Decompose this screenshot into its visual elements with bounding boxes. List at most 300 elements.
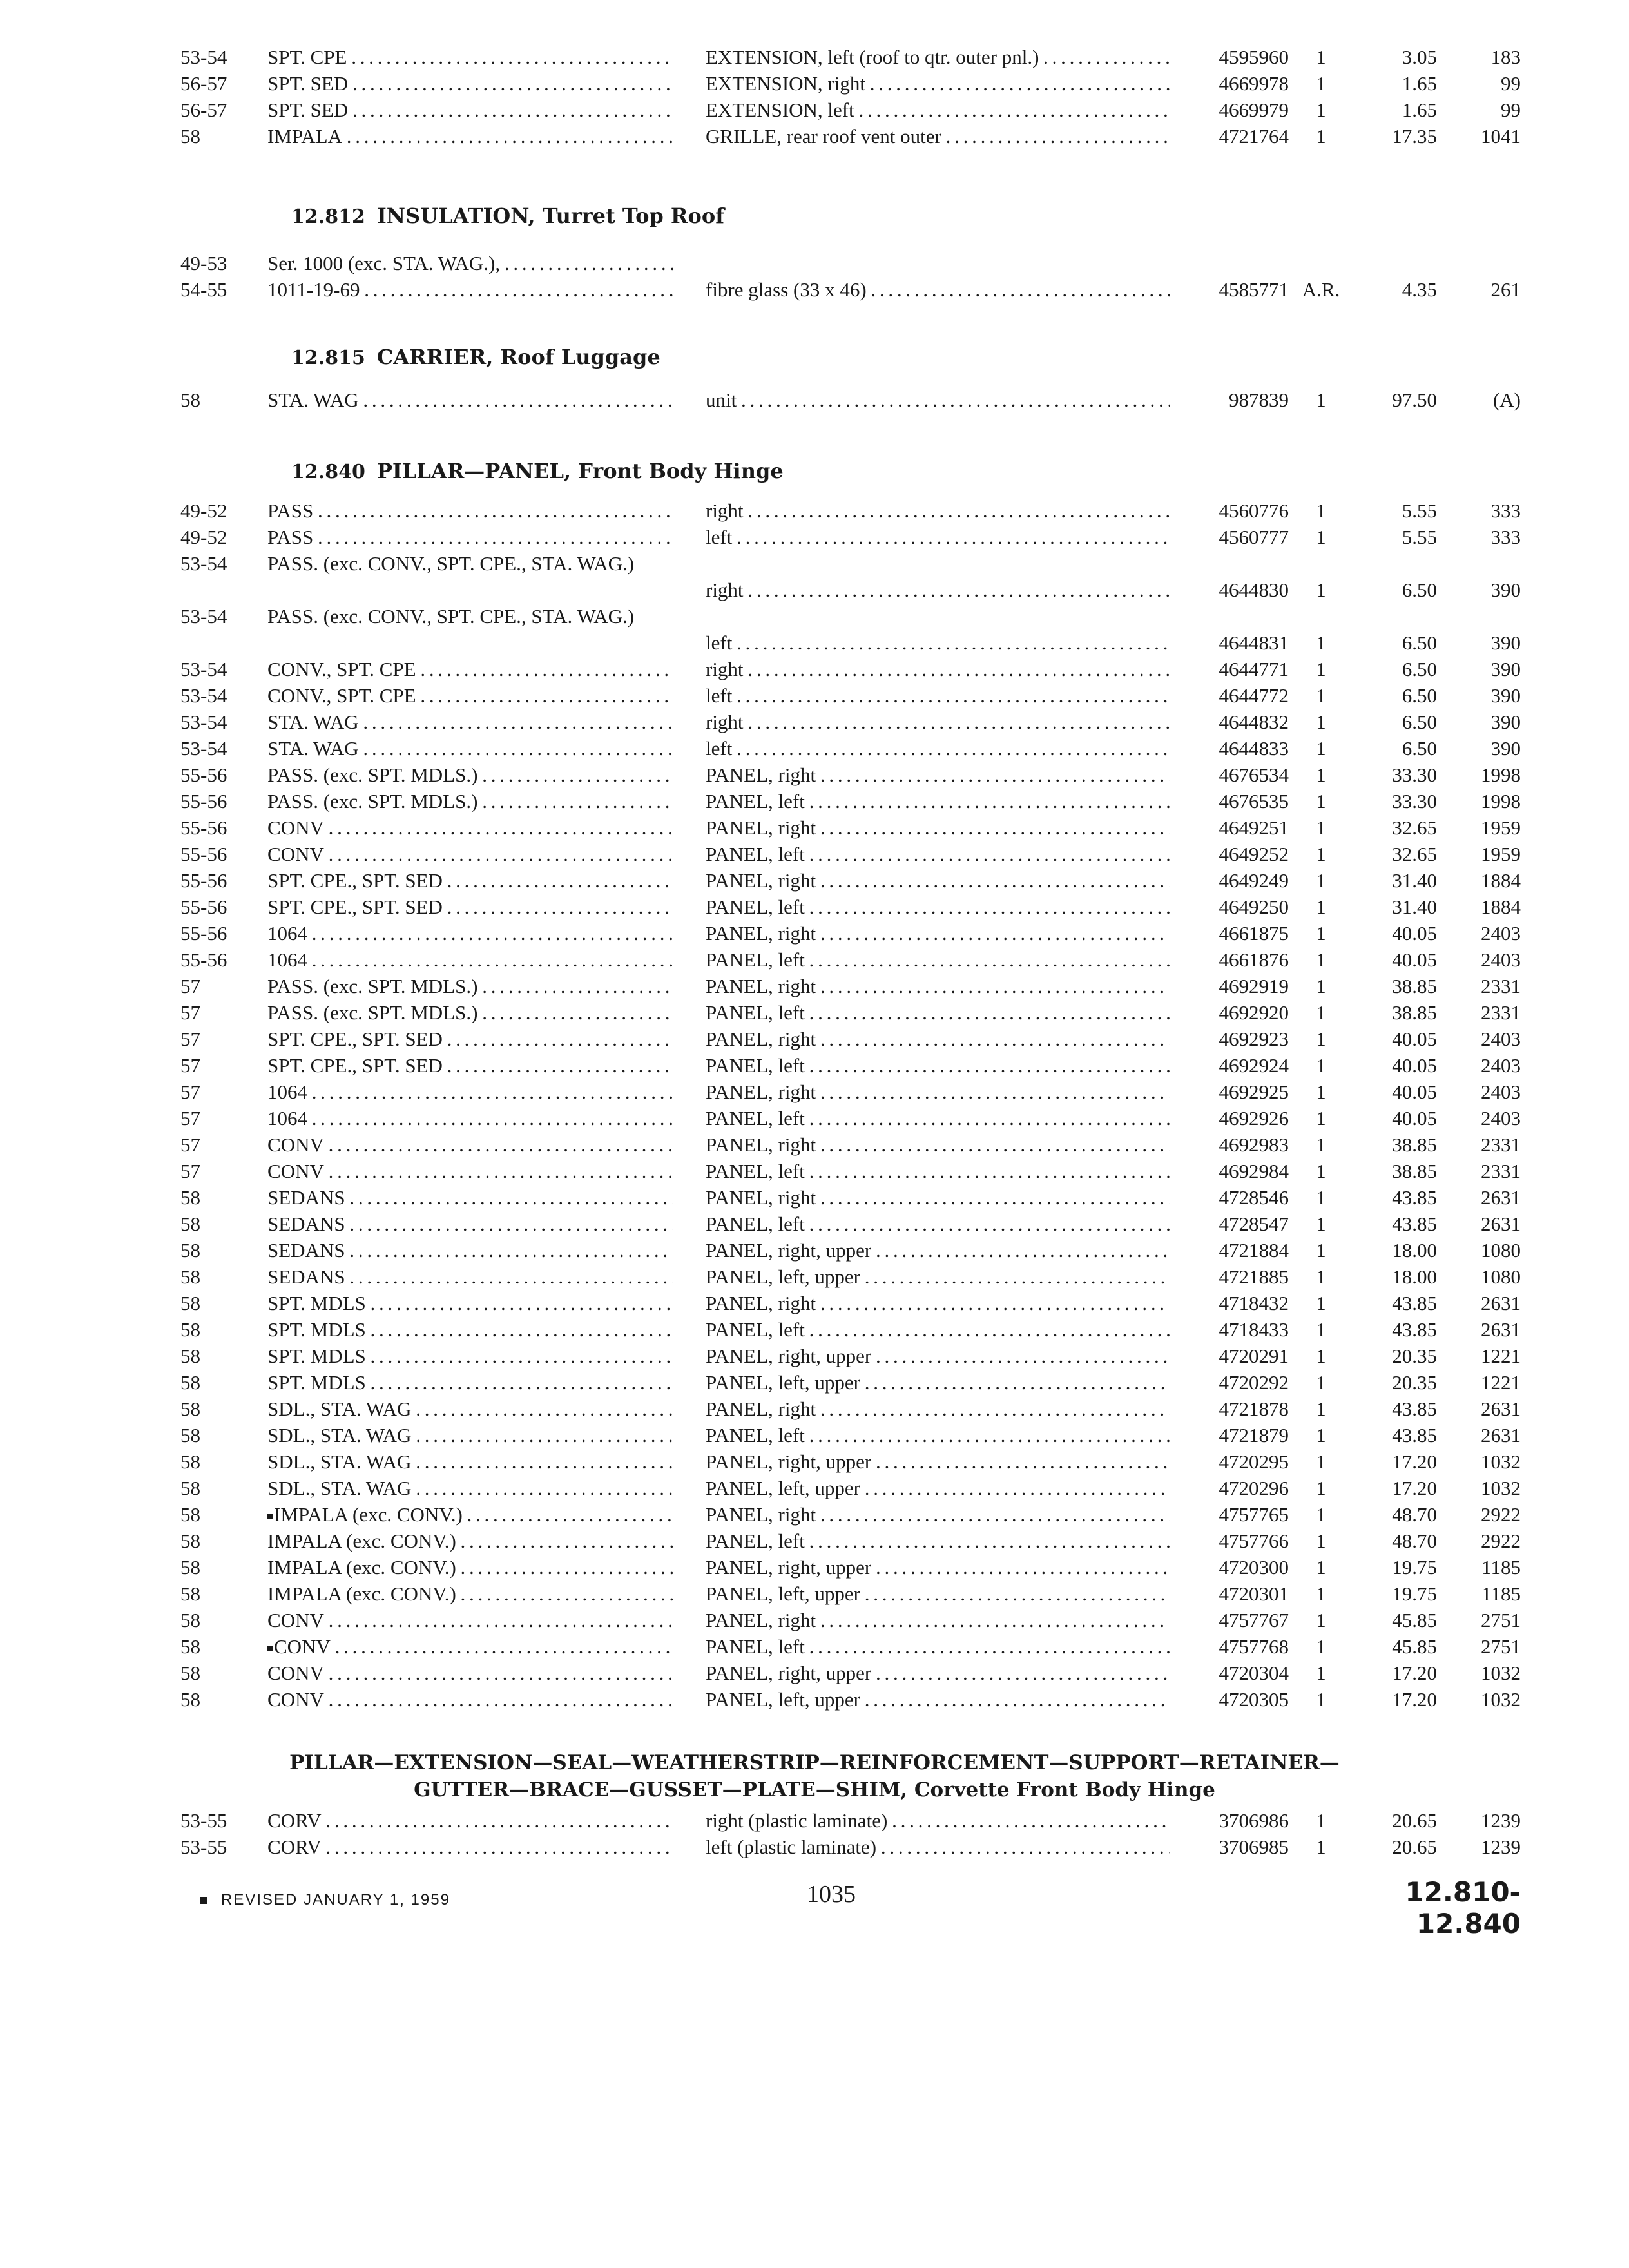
part-number-cell: 4692923: [1219, 1028, 1289, 1050]
table-row: [0, 1607, 1629, 1633]
table-row: [0, 250, 1629, 276]
description-cell: EXTENSION, left (roof to qtr. outer pnl.) . . .: [706, 44, 1170, 70]
part-number-cell: 4728547: [1219, 1213, 1289, 1235]
weight-cell: 2631: [1481, 1186, 1521, 1209]
weight-cell: 99: [1501, 72, 1521, 95]
model-cell: 1011-19-69 . . .: [267, 276, 673, 303]
price-cell: 31.40: [1392, 869, 1437, 892]
part-number-cell: 4692919: [1219, 975, 1289, 997]
weight-cell: 1221: [1481, 1345, 1521, 1367]
part-number-cell: 4585771: [1219, 278, 1289, 301]
price-cell: 1.65: [1402, 72, 1437, 95]
price-cell: 40.05: [1392, 1028, 1437, 1050]
weight-cell: 1185: [1481, 1556, 1521, 1579]
section-number: 12.815: [291, 347, 365, 369]
model-cell: SEDANS . . .: [267, 1211, 673, 1237]
model-cell: CONV . . .: [267, 1660, 673, 1686]
part-number-cell: 4649250: [1219, 896, 1289, 918]
weight-cell: 2331: [1481, 1133, 1521, 1156]
table-row: [0, 1475, 1629, 1501]
year-cell: 55-56: [180, 869, 227, 892]
description-cell: PANEL, left . . .: [706, 1633, 1170, 1660]
description-cell: unit . . .: [706, 387, 1170, 413]
table-row: [0, 762, 1629, 788]
weight-cell: 1032: [1481, 1662, 1521, 1684]
part-number-cell: 4721884: [1219, 1239, 1289, 1262]
description-cell: right . . .: [706, 497, 1170, 524]
table-row: [0, 524, 1629, 550]
description-cell: PANEL, left . . .: [706, 1316, 1170, 1343]
year-cell: 56-57: [180, 72, 227, 95]
model-cell: SDL., STA. WAG . . .: [267, 1422, 673, 1448]
year-cell: 53-54: [180, 711, 227, 733]
description-cell: PANEL, right . . .: [706, 1131, 1170, 1158]
quantity-cell: 1: [1316, 790, 1326, 812]
model-cell: SPT. CPE., SPT. SED . . .: [267, 1052, 673, 1079]
model-cell: SPT. CPE., SPT. SED . . .: [267, 1026, 673, 1052]
table-row: [0, 1660, 1629, 1686]
model-cell: SPT. MDLS . . .: [267, 1316, 673, 1343]
price-cell: 5.55: [1402, 499, 1437, 522]
quantity-cell: 1: [1316, 1424, 1326, 1446]
table-row: [0, 1807, 1629, 1834]
weight-cell: 1998: [1481, 764, 1521, 786]
model-cell: CONV . . .: [267, 814, 673, 841]
part-number-cell: 4720291: [1219, 1345, 1289, 1367]
part-number-cell: 987839: [1229, 389, 1289, 411]
year-cell: 58: [180, 1635, 200, 1658]
part-number-cell: 4661875: [1219, 922, 1289, 945]
year-cell: 58: [180, 1186, 200, 1209]
quantity-cell: 1: [1316, 684, 1326, 707]
parts-table-top: [0, 44, 1629, 149]
model-cell: SPT. SED . . .: [267, 70, 673, 97]
weight-cell: 333: [1490, 526, 1521, 548]
heading-line-2: GUTTER—BRACE—GUSSET—PLATE—SHIM, Corvette Front Body Hinge: [414, 1778, 1215, 1802]
quantity-cell: 1: [1316, 843, 1326, 865]
quantity-cell: 1: [1316, 579, 1326, 601]
parts-table-12-840: [0, 497, 1629, 1713]
description-cell: PANEL, left, upper . . .: [706, 1264, 1170, 1290]
quantity-cell: 1: [1316, 1836, 1326, 1858]
part-number-cell: 4649252: [1219, 843, 1289, 865]
quantity-cell: 1: [1316, 1503, 1326, 1526]
weight-cell: 2922: [1481, 1503, 1521, 1526]
heading-line-1: PILLAR—EXTENSION—SEAL—WEATHERSTRIP—REINFORCEMENT—SUPPORT—RETAINER—: [289, 1751, 1340, 1774]
year-cell: 58: [180, 1424, 200, 1446]
table-row: [0, 1264, 1629, 1290]
description-cell: EXTENSION, right . . .: [706, 70, 1170, 97]
year-cell: 55-56: [180, 790, 227, 812]
part-number-cell: 4649251: [1219, 816, 1289, 839]
description-cell: left . . .: [706, 524, 1170, 550]
year-cell: 58: [180, 1662, 200, 1684]
quantity-cell: 1: [1316, 1265, 1326, 1288]
description-cell: PANEL, left . . .: [706, 1422, 1170, 1448]
description-cell: left . . .: [706, 735, 1170, 762]
model-cell: CONV., SPT. CPE . . .: [267, 682, 673, 709]
table-row: [0, 841, 1629, 867]
year-cell: 49-53: [180, 252, 227, 274]
revised-note: [200, 1891, 450, 1909]
part-number-cell: 4661876: [1219, 948, 1289, 971]
part-number-cell: 4692920: [1219, 1001, 1289, 1024]
description-cell: PANEL, right, upper . . .: [706, 1448, 1170, 1475]
table-row: [0, 1581, 1629, 1607]
section-heading-12-840: [291, 459, 784, 483]
model-cell: PASS. (exc. CONV., SPT. CPE., STA. WAG.): [267, 552, 635, 575]
weight-cell: 390: [1490, 631, 1521, 654]
quantity-cell: 1: [1316, 125, 1326, 148]
weight-cell: 1185: [1481, 1582, 1521, 1605]
year-cell: 57: [180, 975, 200, 997]
year-cell: 55-56: [180, 896, 227, 918]
table-row: [0, 1834, 1629, 1860]
weight-cell: 1080: [1481, 1265, 1521, 1288]
quantity-cell: 1: [1316, 764, 1326, 786]
quantity-cell: 1: [1316, 46, 1326, 68]
description-cell: PANEL, left, upper . . .: [706, 1686, 1170, 1713]
part-number-cell: 4718433: [1219, 1318, 1289, 1341]
table-row: [0, 1396, 1629, 1422]
quantity-cell: 1: [1316, 948, 1326, 971]
weight-cell: 2331: [1481, 1001, 1521, 1024]
year-cell: 58: [180, 1530, 200, 1552]
part-number-cell: 4721879: [1219, 1424, 1289, 1446]
model-cell: PASS. (exc. SPT. MDLS.) . . .: [267, 973, 673, 999]
model-cell: PASS . . .: [267, 497, 673, 524]
price-cell: 32.65: [1392, 816, 1437, 839]
quantity-cell: 1: [1316, 99, 1326, 121]
price-cell: 43.85: [1392, 1213, 1437, 1235]
model-cell: SPT. MDLS . . .: [267, 1369, 673, 1396]
table-row: [0, 1343, 1629, 1369]
price-cell: 17.20: [1392, 1477, 1437, 1499]
price-cell: 40.05: [1392, 1081, 1437, 1103]
price-cell: 40.05: [1392, 922, 1437, 945]
weight-cell: 390: [1490, 684, 1521, 707]
description-cell: PANEL, left . . .: [706, 1105, 1170, 1131]
description-cell: PANEL, right . . .: [706, 814, 1170, 841]
model-cell: SDL., STA. WAG . . .: [267, 1475, 673, 1501]
price-cell: 6.50: [1402, 684, 1437, 707]
table-row: [0, 1052, 1629, 1079]
section-number: 12.812: [291, 206, 365, 228]
revised-marker-icon: [200, 1897, 207, 1904]
table-row: [0, 70, 1629, 97]
quantity-cell: 1: [1316, 1028, 1326, 1050]
table-row: [0, 1554, 1629, 1581]
price-cell: 38.85: [1392, 975, 1437, 997]
model-cell: 1064 . . .: [267, 947, 673, 973]
table-row: [0, 497, 1629, 524]
model-cell: PASS. (exc. SPT. MDLS.) . . .: [267, 788, 673, 814]
table-row: [0, 1316, 1629, 1343]
quantity-cell: 1: [1316, 1186, 1326, 1209]
year-cell: 53-55: [180, 1809, 227, 1832]
year-cell: 55-56: [180, 922, 227, 945]
weight-cell: 1884: [1481, 869, 1521, 892]
part-number-cell: 4720304: [1219, 1662, 1289, 1684]
price-cell: 17.20: [1392, 1450, 1437, 1473]
parts-table-corvette: [0, 1807, 1629, 1860]
weight-cell: 1041: [1481, 125, 1521, 148]
quantity-cell: 1: [1316, 1477, 1326, 1499]
year-cell: 58: [180, 125, 200, 148]
description-cell: PANEL, right, upper . . .: [706, 1343, 1170, 1369]
table-row: [0, 867, 1629, 894]
price-cell: 20.65: [1392, 1836, 1437, 1858]
price-cell: 5.55: [1402, 526, 1437, 548]
description-cell: PANEL, right, upper . . .: [706, 1554, 1170, 1581]
description-cell: PANEL, right . . .: [706, 867, 1170, 894]
price-cell: 31.40: [1392, 896, 1437, 918]
price-cell: 43.85: [1392, 1292, 1437, 1314]
table-row: [0, 1686, 1629, 1713]
table-row: [0, 1211, 1629, 1237]
price-cell: 45.85: [1392, 1635, 1437, 1658]
description-cell: PANEL, right . . .: [706, 1079, 1170, 1105]
year-cell: 58: [180, 1371, 200, 1394]
table-row: [0, 1105, 1629, 1131]
year-cell: 54-55: [180, 278, 227, 301]
description-cell: PANEL, left . . .: [706, 999, 1170, 1026]
description-cell: EXTENSION, left . . .: [706, 97, 1170, 123]
quantity-cell: 1: [1316, 1688, 1326, 1711]
price-cell: 38.85: [1392, 1133, 1437, 1156]
price-cell: 40.05: [1392, 1054, 1437, 1077]
table-row: [0, 735, 1629, 762]
table-row: [0, 1184, 1629, 1211]
section-number: 12.840: [291, 461, 365, 483]
year-cell: 57: [180, 1028, 200, 1050]
table-row: [0, 1528, 1629, 1554]
year-cell: 58: [180, 1503, 200, 1526]
description-cell: right (plastic laminate) . . .: [706, 1807, 1170, 1834]
part-number-cell: 4644772: [1219, 684, 1289, 707]
quantity-cell: 1: [1316, 1213, 1326, 1235]
weight-cell: 1959: [1481, 816, 1521, 839]
weight-cell: 2403: [1481, 1107, 1521, 1129]
part-number-cell: 4676534: [1219, 764, 1289, 786]
weight-cell: 2403: [1481, 1028, 1521, 1050]
model-cell: CONV . . .: [267, 1158, 673, 1184]
model-cell: PASS. (exc. SPT. MDLS.) . . .: [267, 762, 673, 788]
year-cell: 53-55: [180, 1836, 227, 1858]
part-number-cell: 4692924: [1219, 1054, 1289, 1077]
table-row: [0, 123, 1629, 149]
revision-marker-icon: [267, 1514, 273, 1519]
year-cell: 57: [180, 1133, 200, 1156]
quantity-cell: 1: [1316, 869, 1326, 892]
quantity-cell: 1: [1316, 816, 1326, 839]
price-cell: 43.85: [1392, 1398, 1437, 1420]
price-cell: 17.35: [1392, 125, 1437, 148]
description-cell: PANEL, right, upper . . .: [706, 1237, 1170, 1264]
table-row: [0, 947, 1629, 973]
description-cell: PANEL, left, upper . . .: [706, 1581, 1170, 1607]
weight-cell: 390: [1490, 711, 1521, 733]
quantity-cell: 1: [1316, 1450, 1326, 1473]
weight-cell: 2631: [1481, 1424, 1521, 1446]
year-cell: 58: [180, 1688, 200, 1711]
price-cell: 20.35: [1392, 1345, 1437, 1367]
year-cell: 57: [180, 1160, 200, 1182]
price-cell: 18.00: [1392, 1239, 1437, 1262]
quantity-cell: 1: [1316, 975, 1326, 997]
model-cell: CONV . . .: [267, 841, 673, 867]
quantity-cell: 1: [1316, 1662, 1326, 1684]
part-number-cell: 4757768: [1219, 1635, 1289, 1658]
revised-text: REVISED JANUARY 1, 1959: [221, 1891, 450, 1908]
description-cell: PANEL, left . . .: [706, 947, 1170, 973]
model-cell: STA. WAG . . .: [267, 387, 673, 413]
price-cell: 48.70: [1392, 1503, 1437, 1526]
model-cell: CONV . . .: [267, 1131, 673, 1158]
description-cell: PANEL, right . . .: [706, 762, 1170, 788]
price-cell: 33.30: [1392, 764, 1437, 786]
weight-cell: 1239: [1481, 1836, 1521, 1858]
table-row: [0, 973, 1629, 999]
description-cell: PANEL, left . . .: [706, 788, 1170, 814]
model-cell: SEDANS . . .: [267, 1237, 673, 1264]
price-cell: 6.50: [1402, 631, 1437, 654]
year-cell: 49-52: [180, 526, 227, 548]
table-row: [0, 656, 1629, 682]
price-cell: 48.70: [1392, 1530, 1437, 1552]
weight-cell: 390: [1490, 737, 1521, 760]
year-cell: 58: [180, 1477, 200, 1499]
part-number-cell: 4560777: [1219, 526, 1289, 548]
description-cell: left (plastic laminate) . . .: [706, 1834, 1170, 1860]
part-number-cell: 4720300: [1219, 1556, 1289, 1579]
price-cell: 45.85: [1392, 1609, 1437, 1631]
model-cell: SDL., STA. WAG . . .: [267, 1396, 673, 1422]
table-row: [0, 276, 1629, 303]
description-cell: PANEL, left . . .: [706, 841, 1170, 867]
quantity-cell: 1: [1316, 1398, 1326, 1420]
quantity-cell: 1: [1316, 1160, 1326, 1182]
weight-cell: 261: [1490, 278, 1521, 301]
weight-cell: 2403: [1481, 922, 1521, 945]
description-cell: PANEL, left . . .: [706, 894, 1170, 920]
year-cell: 57: [180, 1081, 200, 1103]
weight-cell: 1032: [1481, 1477, 1521, 1499]
part-number-cell: 4649249: [1219, 869, 1289, 892]
section-title: INSULATION, Turret Top Roof: [376, 204, 724, 228]
quantity-cell: 1: [1316, 1530, 1326, 1552]
quantity-cell: 1: [1316, 499, 1326, 522]
model-cell: SEDANS . . .: [267, 1264, 673, 1290]
part-number-cell: 4728546: [1219, 1186, 1289, 1209]
description-cell: PANEL, right . . .: [706, 1607, 1170, 1633]
year-cell: 57: [180, 1054, 200, 1077]
quantity-cell: A.R.: [1302, 278, 1340, 301]
weight-cell: 2631: [1481, 1292, 1521, 1314]
part-number-cell: 4720305: [1219, 1688, 1289, 1711]
table-row: [0, 682, 1629, 709]
price-cell: 43.85: [1392, 1424, 1437, 1446]
weight-cell: 2403: [1481, 1054, 1521, 1077]
part-number-cell: 4644830: [1219, 579, 1289, 601]
table-row: [0, 1501, 1629, 1528]
year-cell: 49-52: [180, 499, 227, 522]
year-cell: 53-54: [180, 658, 227, 680]
table-row: [0, 920, 1629, 947]
table-row: [0, 1158, 1629, 1184]
quantity-cell: 1: [1316, 1133, 1326, 1156]
price-cell: 97.50: [1392, 389, 1437, 411]
year-cell: 58: [180, 1318, 200, 1341]
weight-cell: 333: [1490, 499, 1521, 522]
model-cell: STA. WAG . . .: [267, 735, 673, 762]
part-number-cell: 4757767: [1219, 1609, 1289, 1631]
year-cell: 56-57: [180, 99, 227, 121]
part-number-cell: 4669979: [1219, 99, 1289, 121]
model-cell: CONV . . .: [267, 1633, 673, 1660]
model-cell: CORV . . .: [267, 1807, 673, 1834]
model-cell: SEDANS . . .: [267, 1184, 673, 1211]
description-cell: GRILLE, rear roof vent outer . . .: [706, 123, 1170, 149]
table-row: [0, 1448, 1629, 1475]
quantity-cell: 1: [1316, 658, 1326, 680]
description-cell: right . . .: [706, 709, 1170, 735]
model-cell: IMPALA (exc. CONV.) . . .: [267, 1528, 673, 1554]
description-cell: left . . .: [706, 629, 1170, 656]
description-cell: PANEL, right . . .: [706, 1396, 1170, 1422]
part-number-cell: 3706985: [1219, 1836, 1289, 1858]
table-row: [0, 97, 1629, 123]
year-cell: 58: [180, 1239, 200, 1262]
part-number-cell: 4560776: [1219, 499, 1289, 522]
description-cell: PANEL, right, upper . . .: [706, 1660, 1170, 1686]
year-cell: 53-54: [180, 552, 227, 575]
year-cell: 55-56: [180, 764, 227, 786]
year-cell: 58: [180, 1398, 200, 1420]
price-cell: 38.85: [1392, 1001, 1437, 1024]
quantity-cell: 1: [1316, 1107, 1326, 1129]
quantity-cell: 1: [1316, 711, 1326, 733]
section-title: CARRIER, Roof Luggage: [376, 345, 660, 369]
quantity-cell: 1: [1316, 922, 1326, 945]
model-cell: CONV . . .: [267, 1607, 673, 1633]
price-cell: 40.05: [1392, 1107, 1437, 1129]
year-cell: 53-54: [180, 737, 227, 760]
weight-cell: 1998: [1481, 790, 1521, 812]
part-number-cell: 4692984: [1219, 1160, 1289, 1182]
description-cell: right . . .: [706, 577, 1170, 603]
weight-cell: 2922: [1481, 1530, 1521, 1552]
weight-cell: 2403: [1481, 1081, 1521, 1103]
part-number-cell: 3706986: [1219, 1809, 1289, 1832]
part-number-cell: 4644771: [1219, 658, 1289, 680]
part-number-cell: 4720296: [1219, 1477, 1289, 1499]
revision-marker-icon: [267, 1646, 273, 1651]
weight-cell: 1080: [1481, 1239, 1521, 1262]
part-number-cell: 4721764: [1219, 125, 1289, 148]
price-cell: 1.65: [1402, 99, 1437, 121]
year-cell: 58: [180, 1609, 200, 1631]
year-cell: 58: [180, 1345, 200, 1367]
price-cell: 38.85: [1392, 1160, 1437, 1182]
part-number-cell: 4644833: [1219, 737, 1289, 760]
quantity-cell: 1: [1316, 896, 1326, 918]
weight-cell: 1032: [1481, 1688, 1521, 1711]
section-heading-12-815: [291, 345, 660, 369]
quantity-cell: 1: [1316, 1556, 1326, 1579]
price-cell: 17.20: [1392, 1688, 1437, 1711]
model-cell: SPT. CPE., SPT. SED . . .: [267, 894, 673, 920]
